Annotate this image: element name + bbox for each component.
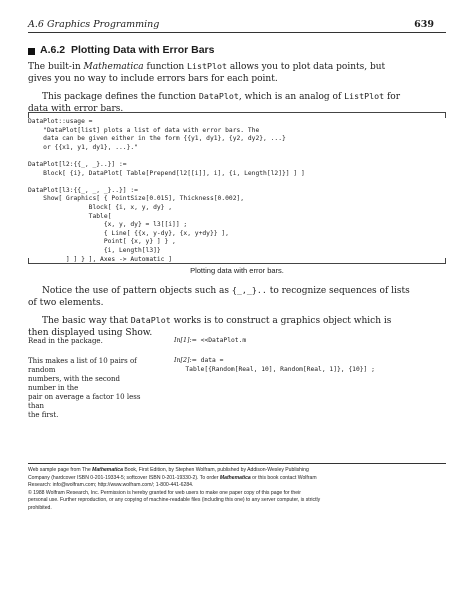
- footer-line: Web sample page from The Mathematica Book, First Edition, by Stephen Wolfram, published by Addison-Wesley Publishing: [28, 467, 309, 473]
- input-code: <<DataPlot.m: [196, 337, 247, 344]
- intro-line-3: This package defines the function DataPlot, which is an analog of ListPlot for: [42, 91, 401, 102]
- section-square-icon: [28, 48, 35, 55]
- box-corner-mark: [445, 112, 446, 118]
- notice-line-2: of two elements.: [28, 298, 104, 308]
- running-header-title: A.6 Graphics Programming: [28, 19, 160, 30]
- page-number: 639: [414, 19, 434, 30]
- input-label: In[2]:=: [174, 357, 197, 364]
- section-number: A.6.2: [40, 44, 66, 56]
- footer-line: Company (hardcover ISBN 0-201-19334-5; softcover ISBN 0-201-19330-2). To order Mathematica or this book contact Wolfram: [28, 474, 317, 481]
- code-listing: DataPlot::usage = "DataPlot[list] plots a list of data with error bars. The data can be given either in the form {{y1, dy1}, {y2, dy2}, ...} or {{x1, y1, dy1}, ...}." DataPlot[l2:{{_, _}..}] := Block[ {i}, DataPlot[ Table[Prepend[l2[[i]], i], {i, Length[l2]}] ] ] DataPlot[l3:{{_, _, _}..}] := Show[ Graphics[ { PointSize[0.015], Thickness[0.002], Block[ {i, x, y, dy} , Table[ {x, y, dy} = l3[[i]] ; { Line[ {{x, y-dy}, {x, y+dy}} ], Point[ {x, y} ] } , {i, Length[l3]} ] ] } ], Axes -> Automatic ]: [28, 118, 305, 263]
- section-title: Plotting Data with Error Bars: [70, 44, 215, 56]
- input-code: data = Table[{Random[Real, 10], Random[Real, 1]}, {10}] ;: [185, 357, 375, 373]
- code-listing-box: [28, 112, 446, 264]
- box-corner-mark: [445, 258, 446, 264]
- footer-rule: [28, 463, 446, 464]
- section-heading: [40, 44, 214, 56]
- footer-notice: [28, 467, 446, 513]
- intro-paragraph: [28, 60, 446, 115]
- session-note-2: This makes a list of 10 pairs of random numbers, with the second number in the pair on average a factor 10 less than the first.: [28, 357, 141, 419]
- notice-paragraph: [28, 284, 446, 339]
- session-input-1: [174, 337, 464, 346]
- footer-contact-line[interactable]: Research: info@wolfram.com; http://www.wolfram.com/; 1-800-441-6284.: [28, 482, 194, 489]
- copyright-line: © 1988 Wolfram Research, Inc. Permission is hereby granted for web users to make one paper copy of this page for their: [28, 489, 301, 496]
- intro-line-4: data with error bars.: [28, 104, 124, 114]
- notice-line-1: Notice the use of pattern objects such as {_,_}.. to recognize sequences of lists: [42, 285, 410, 296]
- intro-line-2: gives you no way to include errors bars for each point.: [28, 74, 278, 84]
- listing-caption: Plotting data with error bars.: [190, 266, 284, 275]
- notice-line-4: then displayed using Show.: [28, 328, 153, 338]
- footer-line: prohibited.: [28, 504, 52, 511]
- intro-line-1: The built-in Mathematica function ListPlot allows you to plot data points, but: [28, 61, 386, 72]
- session-input-2: [174, 357, 464, 374]
- session-note-1: Read in the package.: [28, 337, 103, 345]
- footer-line: personal use. Further reproduction, or any copying of machine-readable files (including this one) to any server computer, is strictly: [28, 497, 321, 504]
- input-label: In[1]:=: [174, 337, 197, 344]
- notice-line-3: The basic way that DataPlot works is to construct a graphics object which is: [42, 315, 392, 326]
- header-rule: [28, 32, 446, 33]
